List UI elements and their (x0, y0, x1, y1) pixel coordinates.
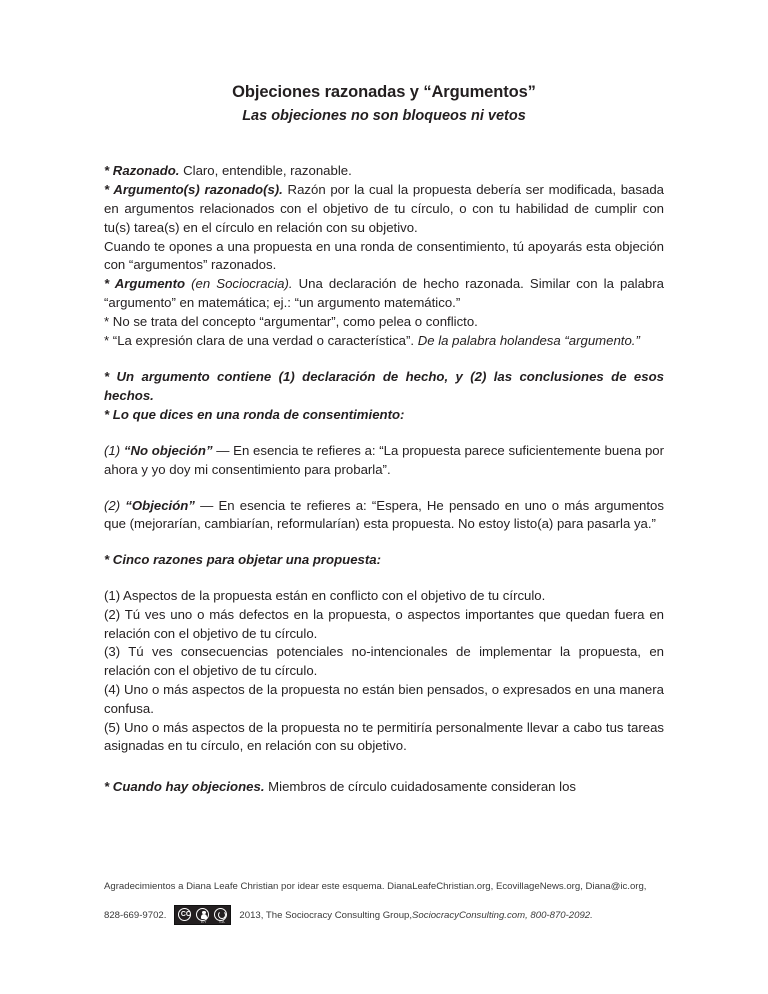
term-cuando-hay-objeciones: * Cuando hay objeciones. (104, 779, 265, 795)
list-item: (4) Uno o más aspectos de la propuesta no están bien pensados, o expresados en una manera confusa. (104, 682, 664, 716)
page-subtitle: Las objeciones no son bloqueos ni vetos (242, 107, 526, 124)
page-title: Objeciones razonadas y “Argumentos” (232, 83, 536, 101)
cc-by-icon (195, 907, 212, 924)
paragraph-lo-que-dices: * Lo que dices en una ronda de consentimiento: (104, 407, 405, 423)
paragraph-objecion (104, 497, 664, 535)
cc-sa-label: SA (219, 919, 225, 925)
paragraph-cinco-razones-heading: * Cinco razones para objetar una propuesta: (104, 552, 381, 568)
footer-phone: 828-669-9702. (104, 909, 167, 921)
cc-by-label: BY (201, 919, 207, 925)
text-no-objecion: — En esencia te refieres a: “La propuesta parece suficientemente buena por ahora y yo doy mi consentimiento para probarla”. (104, 442, 665, 477)
text-argumentos-razonados: Razón por la cual la propuesta debería ser modificada, basada en argumentos relacionados con el objetivo de tu círculo, o con tu habilidad de cumplir con tu(s) tarea(s) en el círculo en relación con su objetivo. (104, 182, 664, 235)
list-item: (1) Aspectos de la propuesta están en conflicto con el objetivo de tu círculo. (104, 587, 546, 603)
paragraph-razonado (104, 162, 664, 181)
list-item: (5) Uno o más aspectos de la propuesta no te permitiría personalmente llevar a cabo tus tareas asignadas en tu círculo, en relación con su objetivo. (104, 719, 664, 754)
list-item: (3) Tú ves consecuencias potenciales no-intencionales de implementar la propuesta, en relación con el objetivo de tu círculo. (104, 644, 664, 679)
paragraph-no-argumentar: * No se trata del concepto “argumentar”, como pelea o conflicto. (104, 313, 478, 329)
paragraph-cuando-hay-objeciones (104, 778, 664, 797)
marker-objecion: (2) (104, 497, 126, 513)
text-razonado: Claro, entendible, razonable. (179, 163, 352, 179)
list-item: (2) Tú ves uno o más defectos en la propuesta, o aspectos importantes que quedan fuera en relación con el objetivo de tu círculo. (104, 606, 664, 641)
text-cuando-hay-objeciones: Miembros de círculo cuidadosamente consideran los (264, 779, 577, 795)
text-expresion-clara: * “La expresión clara de una verdad o característica”. (104, 332, 418, 348)
cc-by-person-body-shape (201, 914, 207, 919)
text-objecion: — En esencia te refieres a: “Espera, He pensado en uno o más argumentos que (mejorarían, cambiarían, reformularían) esta propuesta. No estoy listo(a) para pasarla ya.” (104, 497, 664, 532)
creative-commons-badge-icon (174, 905, 231, 925)
paragraph-argumentos-razonados (104, 181, 664, 237)
page-footer (104, 880, 664, 925)
paragraph-cuando-te-opones: Cuando te opones a una propuesta en una ronda de consentimiento, tú apoyarás esta objeción con “argumentos” razonados. (104, 238, 664, 273)
footer-license-line (104, 905, 664, 925)
footer-credits-line: Agradecimientos a Diana Leafe Christian por idear este esquema. DianaLeafeChristian.org, EcovillageNews.org, Diana@ic.org, (104, 881, 647, 892)
cc-logo-label: CC (180, 911, 191, 919)
paragraph-expresion-clara (104, 332, 664, 351)
term-no-objecion: “No objeción” (123, 442, 213, 458)
term-argumento-qualifier: (en Sociocracia). (185, 276, 293, 292)
text-palabra-holandesa: De la palabra holandesa “argumento.” (417, 332, 640, 348)
paragraph-no-objecion (104, 442, 664, 480)
marker-no-objecion: (1) (104, 442, 124, 458)
term-razonado: * Razonado. (104, 163, 180, 179)
footer-year-org: 2013, The Sociocracy Consulting Group, (239, 909, 413, 921)
cc-logo-icon (177, 907, 194, 924)
term-argumentos-razonados: * Argumento(s) razonado(s). (104, 182, 283, 198)
reasons-list (104, 587, 664, 756)
paragraph-argumento-sociocracia (104, 275, 664, 313)
document-content (104, 82, 664, 797)
body-block (104, 162, 664, 797)
cc-sa-icon (213, 907, 230, 924)
term-objecion: “Objeción” (125, 497, 195, 513)
term-argumento: * Argumento (104, 276, 186, 292)
text-argumento-sociocracia: Una declaración de hecho razonada. Similar con la palabra “argumento” en matemática; ej.: “un argumento matemático.” (104, 276, 664, 311)
paragraph-argumento-contiene: * Un argumento contiene (1) declaración de hecho, y (2) las conclusiones de esos hechos. (104, 369, 664, 404)
footer-site-phone: SociocracyConsulting.com, 800-870-2092. (412, 909, 593, 921)
